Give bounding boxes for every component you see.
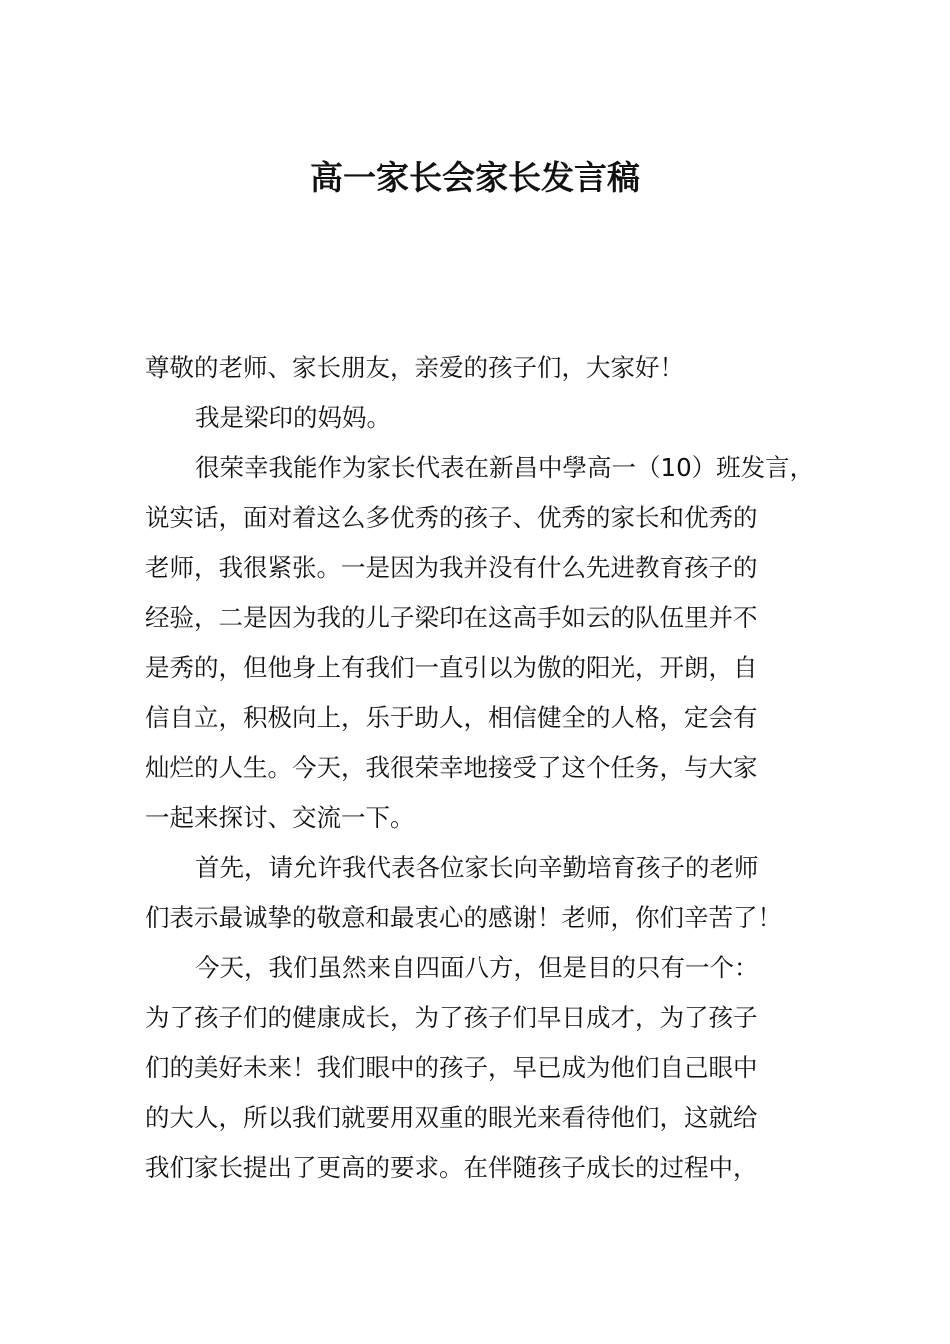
body-line: 灿烂的人生。今天，我很荣幸地接受了这个任务，与大家 [145, 753, 758, 782]
body-line: 经验，二是因为我的儿子梁印在这高手如云的队伍里并不 [145, 603, 758, 632]
body-line: 们表示最诚挚的敬意和最衷心的感谢！老师，你们辛苦了！ [145, 903, 782, 932]
body-line: 们的美好未来！我们眼中的孩子，早已成为他们自己眼中 [145, 1053, 758, 1082]
body-line: 今天，我们虽然来自四面八方，但是目的只有一个： [195, 953, 759, 982]
body-line: 首先，请允许我代表各位家长向辛勤培育孩子的老师 [195, 853, 759, 882]
document-title: 高一家长会家长发言稿 [310, 158, 640, 197]
body-line: 尊敬的老师、家长朋友，亲爱的孩子们，大家好！ [145, 353, 684, 382]
body-line: 我是梁印的妈妈。 [195, 403, 391, 432]
body-line: 的大人，所以我们就要用双重的眼光来看待他们，这就给 [145, 1103, 758, 1132]
document-body [145, 343, 825, 1193]
body-line: 我们家长提出了更高的要求。在伴随孩子成长的过程中， [145, 1153, 758, 1182]
body-line: 是秀的，但他身上有我们一直引以为傲的阳光，开朗，自 [145, 653, 758, 682]
body-line: 老师，我很紧张。一是因为我并没有什么先进教育孩子的 [145, 553, 758, 582]
body-line: 一起来探讨、交流一下。 [145, 803, 415, 832]
body-line: 说实话，面对着这么多优秀的孩子、优秀的家长和优秀的 [145, 503, 758, 532]
body-line: 为了孩子们的健康成长，为了孩子们早日成才，为了孩子 [145, 1003, 758, 1032]
body-line: 很荣幸我能作为家长代表在新昌中學高一（10）班发言， [195, 453, 815, 482]
body-line: 信自立，积极向上，乐于助人，相信健全的人格，定会有 [145, 703, 758, 732]
